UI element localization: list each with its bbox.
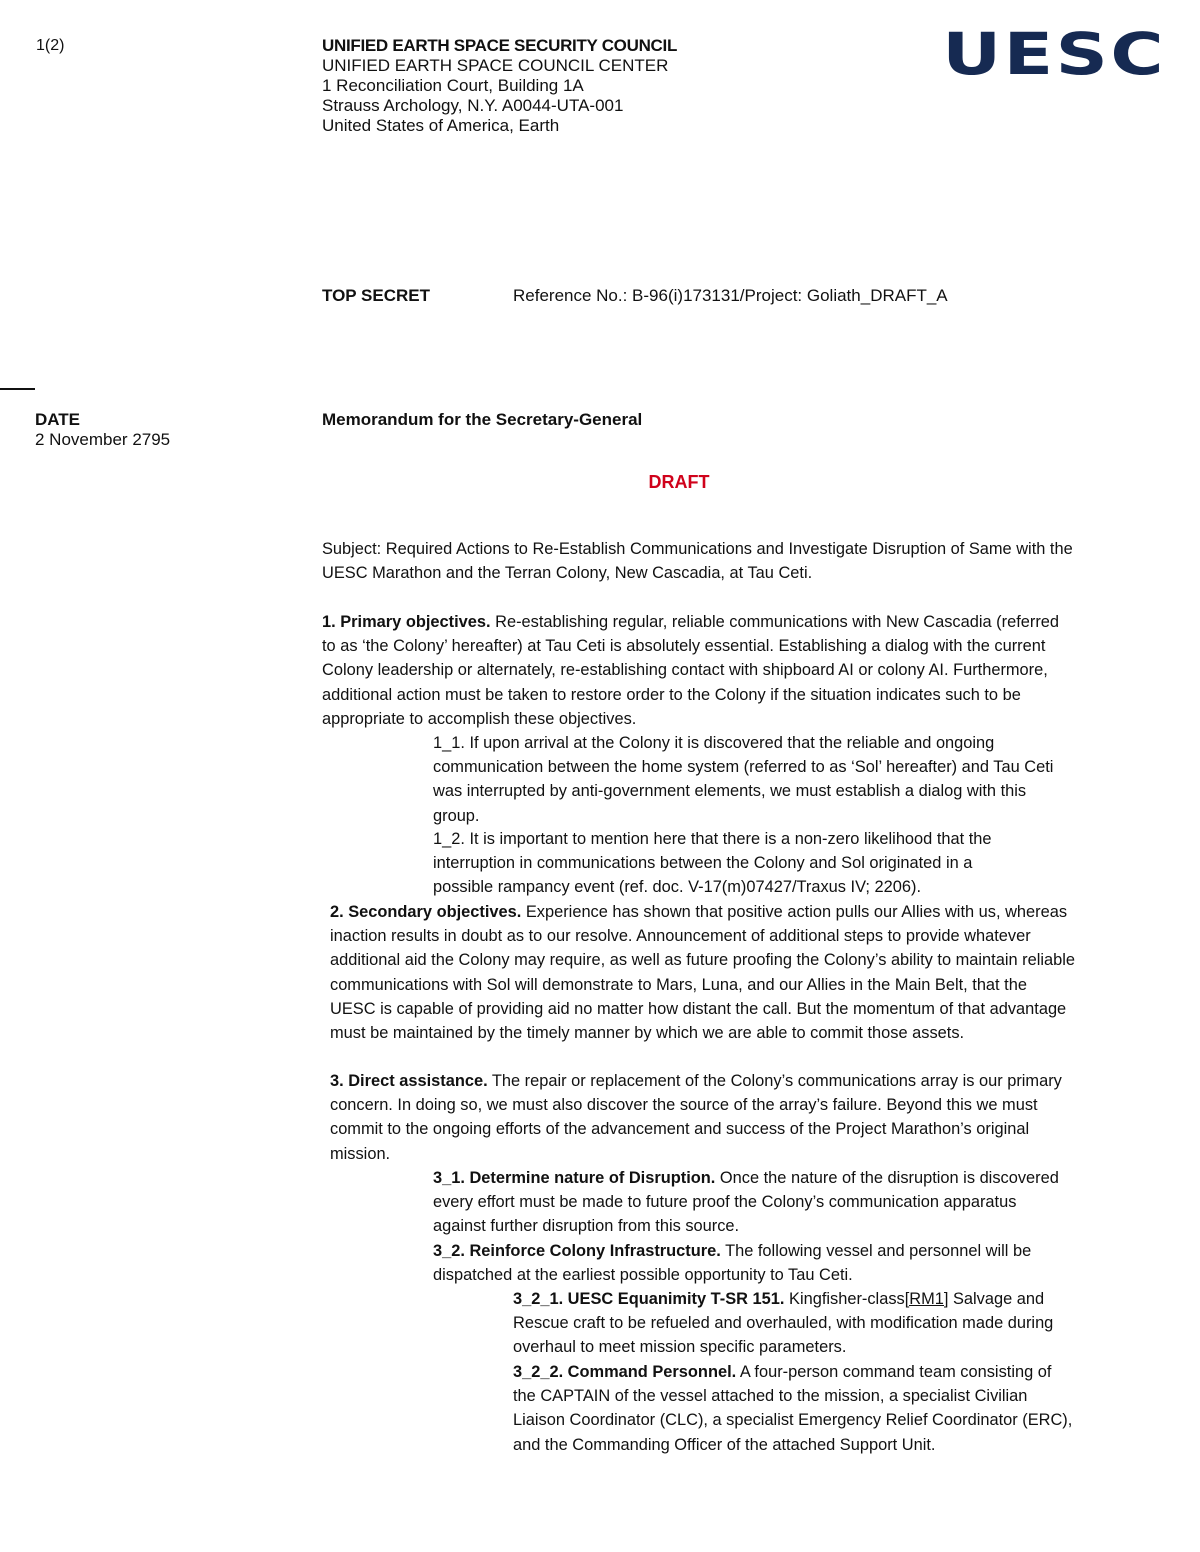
address-line: United States of America, Earth — [322, 116, 560, 135]
section-text: The following vessel and personnel will be dispatched at the earliest possible opportunity to Tau Ceti. — [433, 1242, 1032, 1285]
section-title: 3. Direct assistance. — [330, 1072, 488, 1090]
section-1-2: 1_2. It is important to mention here that there is a non-zero likelihood that the interruption in communications between the Colony and Sol originated in a possible rampancy event (ref. doc. V-17(m)07427/Traxus IV; 2206). — [433, 830, 992, 897]
address-line: UNIFIED EARTH SPACE COUNCIL CENTER — [322, 56, 669, 75]
address-line: Strauss Archology, N.Y. A0044-UTA-001 — [322, 96, 624, 115]
date-block — [35, 410, 170, 450]
section-title: 2. Secondary objectives. — [330, 903, 522, 921]
section-3-1 — [433, 1166, 1073, 1239]
section-text: Salvage and Rescue craft to be refueled and overhauled, with modification made during overhaul to meet mission specific parameters. — [513, 1290, 1054, 1357]
subject-line: Subject: Required Actions to Re-Establish Communications and Investigate Disruption of Same with the UESC Marathon and the Terran Colony, New Cascadia, at Tau Ceti. — [322, 540, 1073, 583]
section-text: A four-person command team consisting of the CAPTAIN of the vessel attached to the mission, a specialist Civilian Liaison Coordinator (CLC), a specialist Emergency Relief Coordinator (ERC), and the Commanding Officer of the attached Support Unit. — [513, 1363, 1073, 1454]
organization-name: UNIFIED EARTH SPACE SECURITY COUNCIL — [322, 36, 678, 55]
section-text: Kingfisher-class — [784, 1290, 905, 1308]
section-title: 3_2_1. UESC Equanimity T-SR 151. — [513, 1290, 785, 1308]
classification-label: TOP SECRET — [322, 286, 431, 305]
section-3-2 — [433, 1239, 1073, 1287]
section-text: The repair or replacement of the Colony’s communications array is our primary concern. In doing so, we must also discover the source of the array’s failure. Beyond this we must commit to the ongoing efforts of the advancement and success of the Project Marathon’s original mission. — [330, 1072, 1062, 1163]
section-title: 3_2. Reinforce Colony Infrastructure. — [433, 1242, 721, 1260]
section-text: Experience has shown that positive action pulls our Allies with us, whereas inaction results in doubt as to our resolve. Announcement of additional steps to provide whatever additional aid the Colony may require, as well as future proofing the Colony’s ability to maintain reliable communications with Sol will demonstrate to Mars, Luna, and our Allies in the Main Belt, that the UESC is capable of providing aid no matter how distant the call. But the momentum of that advantage must be maintained by the timely manner by which we are able to commit those assets. — [330, 903, 1075, 1043]
margin-divider — [0, 388, 35, 390]
section-1-1: 1_1. If upon arrival at the Colony it is discovered that the reliable and ongoing communication between the home system (referred to as ‘Sol’ hereafter) and Tau Ceti was interrupted by anti-government elements, we must establish a dialog with this group. — [433, 734, 1054, 825]
section-text: Once the nature of the disruption is discovered every effort must be made to future proof the Colony’s communication apparatus against further disruption from this source. — [433, 1169, 1059, 1236]
section-3-2-1 — [513, 1287, 1078, 1360]
section-title: 3_1. Determine nature of Disruption. — [433, 1169, 716, 1187]
section-1-primary-objectives — [322, 610, 1062, 731]
date-label: DATE — [35, 410, 81, 429]
page-number: 1(2) — [36, 37, 65, 54]
comment-reference-link[interactable]: [RM1] — [904, 1290, 949, 1308]
section-3-2-2 — [513, 1360, 1078, 1457]
draft-stamp: DRAFT — [648, 472, 710, 492]
section-title: 3_2_2. Command Personnel. — [513, 1363, 737, 1381]
memo-title: Memorandum for the Secretary-General — [322, 410, 643, 429]
sender-address-block — [322, 36, 677, 136]
address-line: 1 Reconciliation Court, Building 1A — [322, 76, 584, 95]
section-title: 1. Primary objectives. — [322, 613, 491, 631]
date-value: 2 November 2795 — [35, 430, 171, 449]
reference-number: Reference No.: B-96(i)173131/Project: Goliath_DRAFT_A — [513, 286, 948, 305]
section-3-direct-assistance — [330, 1069, 1075, 1166]
section-2-secondary-objectives — [330, 900, 1075, 1045]
uesc-logo: UESC — [942, 20, 1166, 88]
section-text: Re-establishing regular, reliable communications with New Cascadia (referred to as ‘the Colony’ hereafter) at Tau Ceti is absolutely essential. Establishing a dialog with the current Colony leadership or alternately, re-establishing contact with shipboard AI or colony AI. Furthermore, additional action must be taken to restore order to the Colony if the situation indicates such to be appropriate to accomplish these objectives. — [322, 613, 1060, 728]
